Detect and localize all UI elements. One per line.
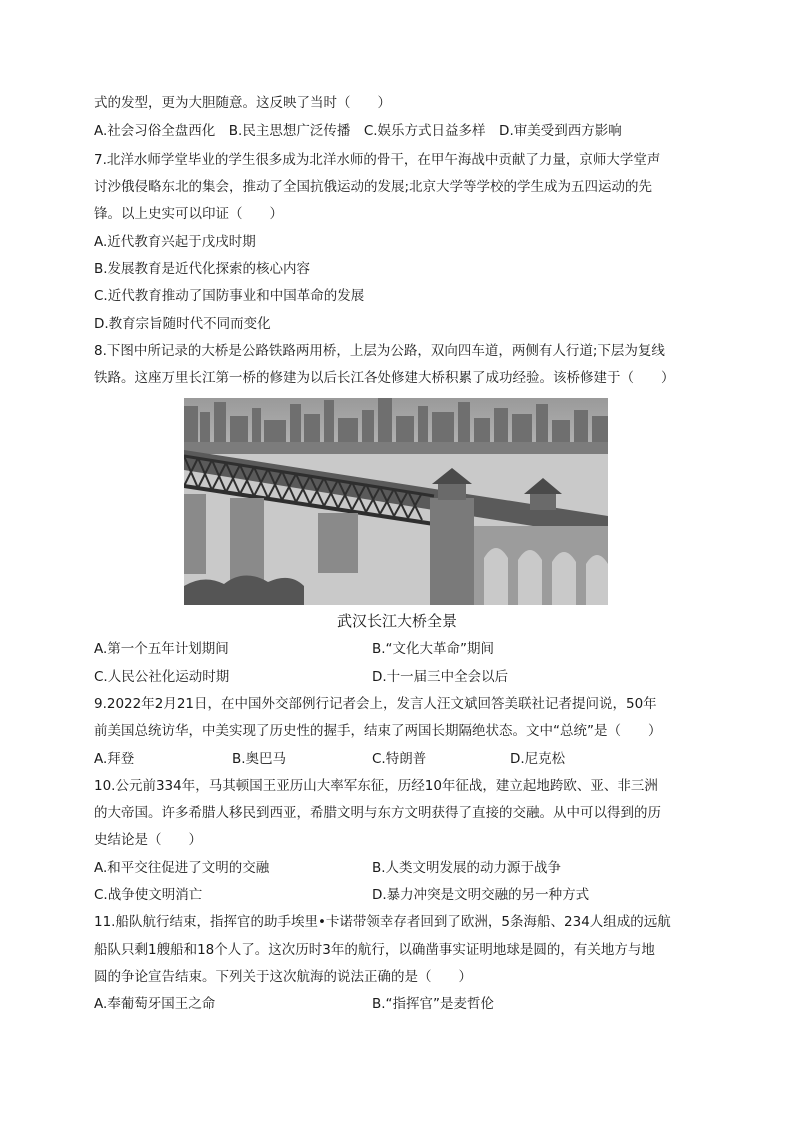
q10-option-c: C.战争使文明消亡 [94, 887, 203, 903]
q10-option-a: A.和平交往促进了文明的交融 [94, 860, 270, 876]
q8-stem-line-1: 8.下图中所记录的大桥是公路铁路两用桥，上层为公路，双向四车道，两侧有人行道;下层为复线 [94, 343, 665, 359]
q8-option-b: B.“文化大革命”期间 [372, 641, 495, 657]
q11-stem-line-1: 11.船队航行结束，指挥官的助手埃里•卡诺带领幸存者回到了欧洲，5条海船、234人组成的远航 [94, 914, 671, 930]
q8-option-c: C.人民公社化运动时期 [94, 669, 230, 685]
q10-stem-line-3: 史结论是（ ） [94, 832, 202, 848]
q8-option-d: D.十一届三中全会以后 [372, 669, 509, 685]
q7-option-b: B.发展教育是近代化探索的核心内容 [94, 261, 311, 277]
q7-stem-line-2: 讨沙俄侵略东北的集会，推动了全国抗俄运动的发展;北京大学等学校的学生成为五四运动的先 [94, 179, 653, 195]
q11-option-b: B.“指挥官”是麦哲伦 [372, 996, 495, 1012]
q11-option-a: A.奉葡萄牙国王之命 [94, 996, 216, 1012]
q7-option-a: A.近代教育兴起于戊戌时期 [94, 234, 256, 250]
q10-stem-line-1: 10.公元前334年，马其顿国王亚历山大率军东征，历经10年征战，建立起地跨欧、亚、非三洲 [94, 778, 658, 794]
q9-option-d: D.尼克松 [510, 751, 566, 767]
q9-option-c: C.特朗普 [372, 751, 427, 767]
q8-stem-line-2: 铁路。这座万里长江第一桥的修建为以后长江各处修建大桥积累了成功经验。该桥修建于（ ） [94, 370, 675, 386]
q8-option-a: A.第一个五年计划期间 [94, 641, 229, 657]
q9-option-b: B.奥巴马 [232, 751, 287, 767]
q6-stem-line: 式的发型，更为大胆随意。这反映了当时（ ） [94, 95, 391, 111]
photo-caption: 武汉长江大桥全景 [336, 612, 457, 630]
q11-stem-line-2: 船队只剩1艘船和18个人了。这次历时3年的航行，以确凿事实证明地球是圆的，有关地方与地 [94, 942, 655, 958]
q9-stem-line-1: 9.2022年2月21日，在中国外交部例行记者会上，发言人汪文斌回答美联社记者提问说，50年 [94, 696, 657, 712]
q10-option-b: B.人类文明发展的动力源于战争 [372, 860, 562, 876]
q7-option-d: D.教育宗旨随时代不同而变化 [94, 316, 271, 332]
q7-stem-line-1: 7.北洋水师学堂毕业的学生很多成为北洋水师的骨干，在甲午海战中贡献了力量，京师大学堂声 [94, 152, 661, 168]
q9-stem-line-2: 前美国总统访华，中美实现了历史性的握手，结束了两国长期隔绝状态。文中“总统”是（ ） [94, 723, 662, 739]
q6-options: A.社会习俗全盘西化 B.民主思想广泛传播 C.娱乐方式日益多样 D.审美受到西方影响 [94, 123, 622, 139]
q10-stem-line-2: 的大帝国。许多希腊人移民到西亚，希腊文明与东方文明获得了直接的交融。从中可以得到的历 [94, 805, 661, 821]
q11-stem-line-3: 圆的争论宣告结束。下列关于这次航海的说法正确的是（ ） [94, 969, 472, 985]
bridge-photo [184, 398, 608, 605]
q9-option-a: A.拜登 [94, 751, 135, 767]
q7-stem-line-3: 锋。以上史实可以印证（ ） [94, 206, 283, 222]
q10-option-d: D.暴力冲突是文明交融的另一种方式 [372, 887, 590, 903]
q7-option-c: C.近代教育推动了国防事业和中国革命的发展 [94, 288, 365, 304]
